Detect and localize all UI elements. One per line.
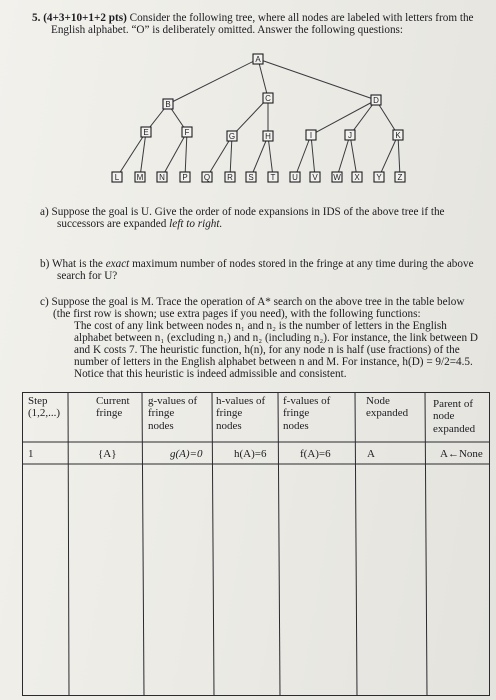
svg-text:P: P xyxy=(182,173,188,182)
tree-edge xyxy=(350,135,357,177)
tree-node-m xyxy=(135,172,145,182)
part-a-text1: Suppose the goal is U. Give the order of node expansions in IDS of the above tree if the xyxy=(51,206,445,218)
tree-edge xyxy=(230,136,232,177)
tree-node-l xyxy=(112,172,122,182)
svg-text:L: L xyxy=(114,173,120,182)
header-f-l2: fringe xyxy=(283,407,310,420)
part-a-text2: successors are expanded xyxy=(57,218,170,230)
svg-text:B: B xyxy=(165,100,171,109)
tree-edge xyxy=(207,136,232,177)
tree-node-c xyxy=(263,93,273,103)
header-parent xyxy=(433,398,475,435)
svg-text:Q: Q xyxy=(203,173,211,182)
svg-text:Z: Z xyxy=(397,173,403,182)
svg-text:N: N xyxy=(159,173,165,182)
header-g-l1: g-values of xyxy=(148,395,198,407)
part-a-italic: left to right. xyxy=(169,218,223,230)
svg-text:M: M xyxy=(136,173,144,182)
tree-edge xyxy=(258,59,268,98)
part-a-line2 xyxy=(57,218,222,231)
part-c-line7: Notice that this heuristic is indeed admissible and consistent. xyxy=(74,368,347,380)
tree-edge xyxy=(311,135,315,177)
header-parent-l2: node xyxy=(433,410,455,423)
tree-edge xyxy=(117,132,146,177)
row1-f-value: f(A)=6 xyxy=(300,448,331,460)
svg-text:X: X xyxy=(354,173,360,182)
header-h-l2: fringe xyxy=(216,407,243,420)
svg-text:K: K xyxy=(395,131,401,140)
tree-node-w xyxy=(332,172,342,182)
tree-node-i xyxy=(306,130,316,140)
header-node-l1: Node xyxy=(366,395,390,407)
tree-node-d xyxy=(371,95,381,105)
part-c-line2: (the first row is shown; use extra pages if you need), with the following functions: xyxy=(53,308,421,320)
tree-edge xyxy=(251,136,268,177)
tree-node-e xyxy=(141,127,151,137)
question-intro-line1: Consider the following tree, where all nodes are labeled with letters from the xyxy=(129,12,474,24)
tree-edge xyxy=(311,100,376,135)
part-c-label: c) xyxy=(40,296,49,308)
tree-node-q xyxy=(202,172,212,182)
part-b-line1 xyxy=(40,258,474,271)
svg-text:H: H xyxy=(265,132,271,141)
tree-node-h xyxy=(263,131,273,141)
svg-text:A: A xyxy=(255,55,261,64)
header-h-values xyxy=(216,395,265,432)
tree-node-z xyxy=(395,172,405,182)
row1-step: 1 xyxy=(28,448,34,460)
header-fringe-l1: Current xyxy=(96,395,130,407)
svg-text:J: J xyxy=(348,131,352,140)
tree-node-p xyxy=(180,172,190,182)
part-b-text1a: What is the xyxy=(51,258,106,270)
header-parent-l1: Parent of xyxy=(433,398,474,410)
part-c-line3: The cost of any link between nodes n₁ and n₂ is the number of letters in the English xyxy=(74,320,447,332)
question-intro-line2: English alphabet. “O” is deliberately omitted. Answer the following questions: xyxy=(51,24,404,36)
part-b-italic: exact xyxy=(105,258,130,270)
tree-node-y xyxy=(374,172,384,182)
part-b-label: b) xyxy=(40,258,50,270)
header-step xyxy=(28,395,60,420)
tree-edge xyxy=(268,136,273,177)
header-f-values xyxy=(283,395,330,432)
tree-edge xyxy=(258,59,376,100)
svg-text:E: E xyxy=(143,128,149,137)
row1-parent: A←None xyxy=(440,448,483,460)
tree-node-r xyxy=(225,172,235,182)
row1-node-expanded: A xyxy=(367,448,375,460)
tree-node-f xyxy=(182,127,192,137)
header-node-l2: expanded xyxy=(366,407,409,420)
row1-g-value: g(A)=0 xyxy=(170,448,203,460)
svg-text:Y: Y xyxy=(376,173,382,182)
part-a-label: a) xyxy=(40,206,49,218)
svg-text:G: G xyxy=(228,132,236,141)
tree-node-k xyxy=(393,130,403,140)
svg-text:C: C xyxy=(265,94,271,103)
header-g-values xyxy=(148,395,197,432)
svg-text:W: W xyxy=(333,173,341,182)
header-g-l2: fringe xyxy=(148,407,175,420)
svg-text:V: V xyxy=(312,173,318,182)
tree-node-b xyxy=(163,99,173,109)
row1-fringe: {A} xyxy=(98,448,117,460)
tree-edge xyxy=(140,132,146,177)
header-h-l3: nodes xyxy=(216,419,242,432)
part-c-line1 xyxy=(40,296,464,309)
table-grid xyxy=(22,392,490,697)
svg-text:R: R xyxy=(227,173,233,182)
part-a-line1 xyxy=(40,206,445,219)
tree-node-n xyxy=(157,172,167,182)
tree-node-t xyxy=(268,172,278,182)
header-current-fringe xyxy=(96,395,130,420)
tree-node-g xyxy=(227,131,237,141)
header-f-l3: nodes xyxy=(283,419,309,432)
part-c-text1: Suppose the goal is M. Trace the operation of A* search on the above tree in the table below xyxy=(51,296,465,308)
header-h-l1: h-values of xyxy=(216,395,266,407)
header-f-l1: f-values of xyxy=(283,395,331,407)
part-b-line2: search for U? xyxy=(57,270,118,282)
svg-text:D: D xyxy=(373,96,379,105)
question-points: (4+3+10+1+2 pts) xyxy=(43,12,127,24)
tree-edge xyxy=(168,59,258,104)
astar-trace-table xyxy=(22,392,490,697)
header-parent-l3: expanded xyxy=(433,422,476,435)
header-fringe-l2: fringe xyxy=(96,407,123,420)
question-number: 5. xyxy=(32,12,41,24)
tree-edge xyxy=(295,135,311,177)
tree-edge xyxy=(379,135,398,177)
tree-node-s xyxy=(246,172,256,182)
tree-node-u xyxy=(290,172,300,182)
tree-diagram xyxy=(0,0,496,200)
tree-edge xyxy=(398,135,400,177)
header-g-l3: nodes xyxy=(148,419,174,432)
tree-node-a xyxy=(253,54,263,64)
tree-edge xyxy=(185,132,187,177)
part-c-line5: and K costs 7. The heuristic function, h(n), for any node n is half (use fractions) of the xyxy=(74,344,460,356)
part-b-text1b: maximum number of nodes stored in the fringe at any time during the above xyxy=(129,258,474,270)
tree-node-x xyxy=(352,172,362,182)
tree-edge xyxy=(337,135,350,177)
header-step-l2: (1,2,...) xyxy=(28,407,61,420)
tree-edge xyxy=(162,132,187,177)
tree-node-v xyxy=(310,172,320,182)
svg-text:I: I xyxy=(309,131,313,140)
svg-text:F: F xyxy=(184,128,190,137)
header-step-l1: Step xyxy=(28,395,48,407)
tree-node-j xyxy=(345,130,355,140)
svg-text:T: T xyxy=(270,173,276,182)
svg-text:S: S xyxy=(248,173,254,182)
header-node-expanded xyxy=(366,395,408,420)
tree-edge xyxy=(232,98,268,136)
row1-h-value: h(A)=6 xyxy=(234,448,267,460)
svg-text:U: U xyxy=(292,173,298,182)
part-c-line4: alphabet between n₁ (excluding n₁) and n₂ (including n₂). For instance, the link between D xyxy=(74,332,478,344)
part-c-line6: number of letters in the English alphabet between n and M. For instance, h(D) = 9/2=4.5. xyxy=(74,356,473,368)
